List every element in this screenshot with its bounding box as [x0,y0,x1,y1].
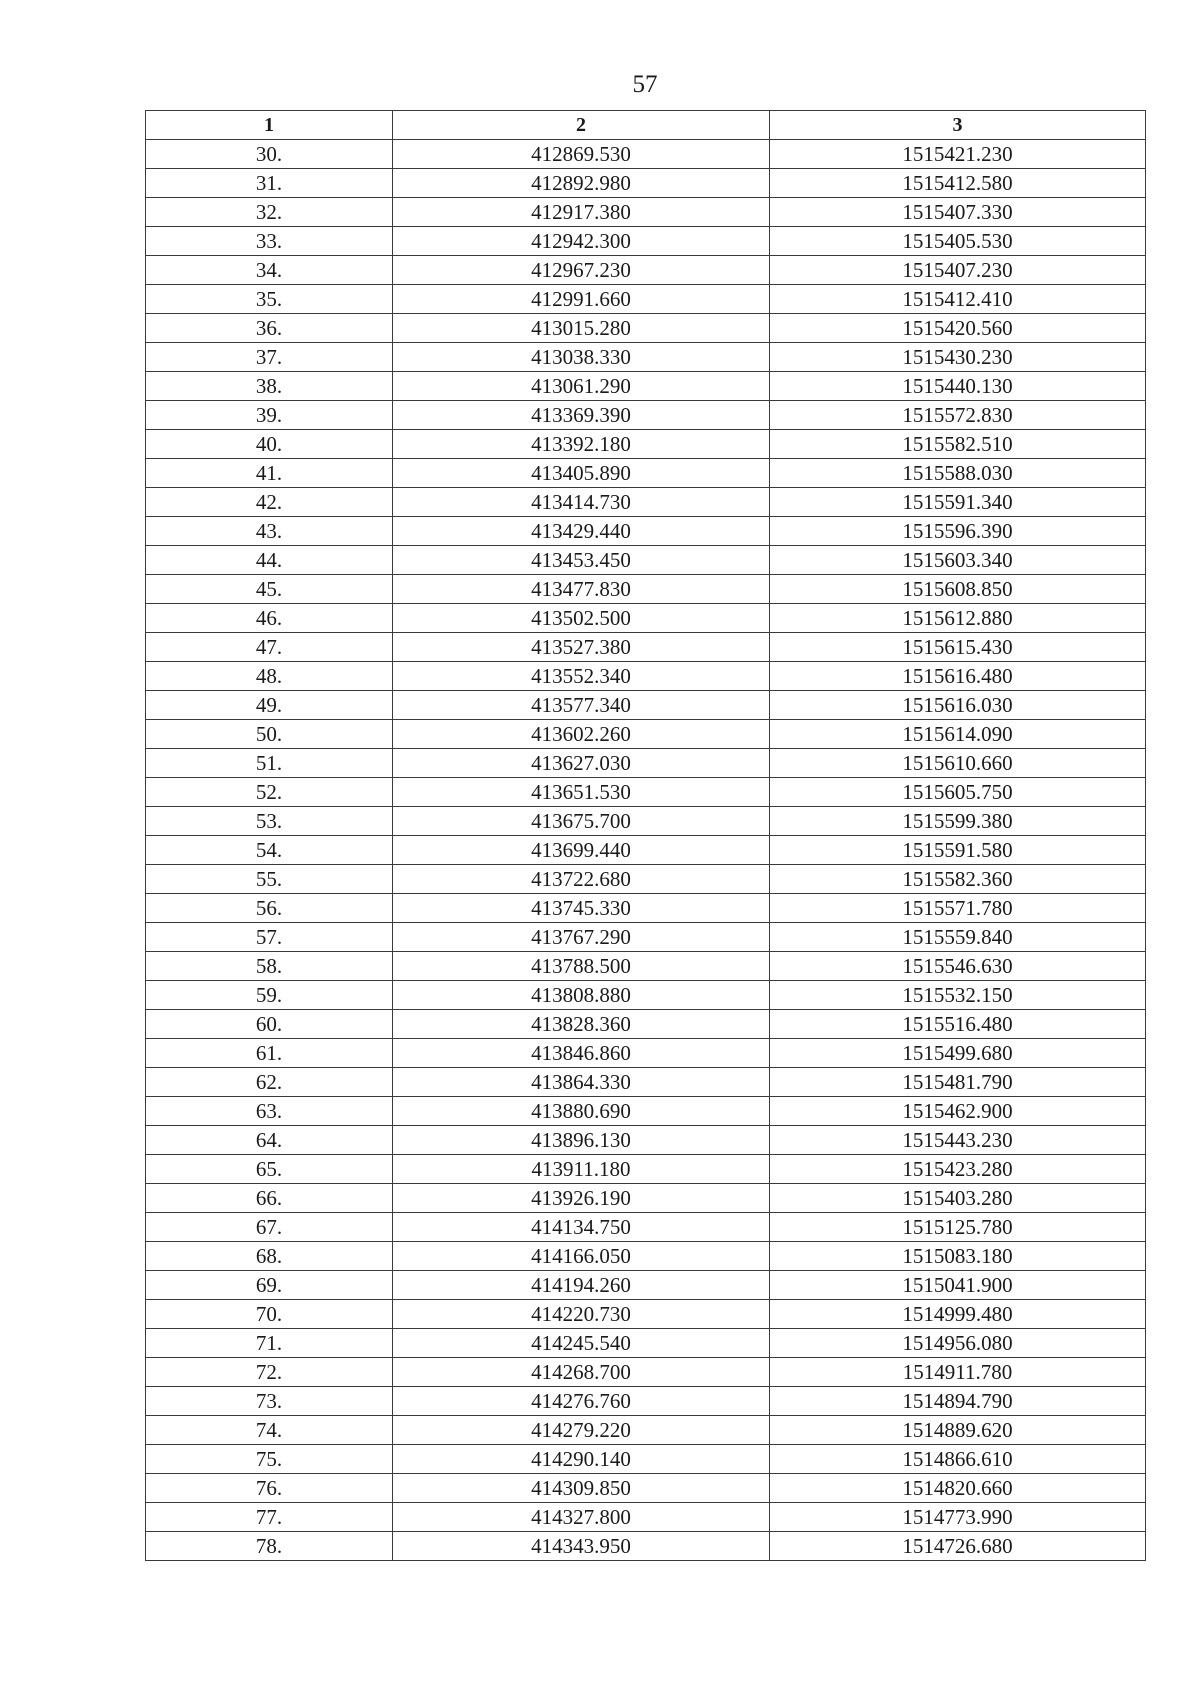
coordinate-x-cell: 412892.980 [393,169,770,198]
coordinate-x-cell: 414343.950 [393,1532,770,1561]
coordinate-x-cell: 412869.530 [393,140,770,169]
coordinate-x-cell: 412991.660 [393,285,770,314]
coordinate-y-cell: 1515462.900 [770,1097,1146,1126]
coordinate-y-cell: 1515423.280 [770,1155,1146,1184]
table-row [146,604,1146,633]
coordinate-x-cell: 413846.860 [393,1039,770,1068]
coordinate-y-cell: 1515421.230 [770,140,1146,169]
point-number-cell: 70. [146,1300,393,1329]
coordinate-x-cell: 414220.730 [393,1300,770,1329]
coordinate-y-cell: 1515430.230 [770,343,1146,372]
table-row [146,1329,1146,1358]
coordinate-y-cell: 1515559.840 [770,923,1146,952]
coordinate-y-cell: 1515546.630 [770,952,1146,981]
coordinate-x-cell: 413675.700 [393,807,770,836]
coordinate-y-cell: 1514773.990 [770,1503,1146,1532]
table-row [146,1416,1146,1445]
coordinate-x-cell: 413828.360 [393,1010,770,1039]
point-number-cell: 39. [146,401,393,430]
table-row [146,227,1146,256]
table-row [146,459,1146,488]
point-number-cell: 69. [146,1271,393,1300]
table-row [146,198,1146,227]
table-row [146,372,1146,401]
coordinate-y-cell: 1515407.230 [770,256,1146,285]
table-row [146,140,1146,169]
point-number-cell: 41. [146,459,393,488]
table-row [146,1184,1146,1213]
coordinate-x-cell: 413602.260 [393,720,770,749]
coordinate-y-cell: 1514889.620 [770,1416,1146,1445]
point-number-cell: 47. [146,633,393,662]
coordinate-x-cell: 413788.500 [393,952,770,981]
coordinate-x-cell: 414309.850 [393,1474,770,1503]
coordinate-x-cell: 414290.140 [393,1445,770,1474]
coordinate-x-cell: 413552.340 [393,662,770,691]
table-row [146,633,1146,662]
coordinate-x-cell: 414279.220 [393,1416,770,1445]
point-number-cell: 40. [146,430,393,459]
table-row [146,1010,1146,1039]
table-row [146,285,1146,314]
table-row [146,1300,1146,1329]
point-number-cell: 52. [146,778,393,807]
coordinate-x-cell: 412942.300 [393,227,770,256]
coordinate-x-cell: 413651.530 [393,778,770,807]
coordinate-x-cell: 413864.330 [393,1068,770,1097]
coordinate-x-cell: 413502.500 [393,604,770,633]
point-number-cell: 71. [146,1329,393,1358]
coordinate-y-cell: 1515615.430 [770,633,1146,662]
table-row [146,778,1146,807]
coordinate-y-cell: 1515405.530 [770,227,1146,256]
coordinate-y-cell: 1514726.680 [770,1532,1146,1561]
coordinate-x-cell: 413808.880 [393,981,770,1010]
point-number-cell: 36. [146,314,393,343]
coordinate-y-cell: 1515532.150 [770,981,1146,1010]
coordinate-x-cell: 413577.340 [393,691,770,720]
table-row [146,1126,1146,1155]
coordinate-y-cell: 1514820.660 [770,1474,1146,1503]
table-row [146,894,1146,923]
coordinate-y-cell: 1515616.480 [770,662,1146,691]
point-number-cell: 57. [146,923,393,952]
coordinate-y-cell: 1515599.380 [770,807,1146,836]
point-number-cell: 76. [146,1474,393,1503]
point-number-cell: 34. [146,256,393,285]
point-number-cell: 54. [146,836,393,865]
table-row [146,836,1146,865]
point-number-cell: 72. [146,1358,393,1387]
coordinate-y-cell: 1515588.030 [770,459,1146,488]
table-row [146,575,1146,604]
coordinate-x-cell: 413699.440 [393,836,770,865]
point-number-cell: 67. [146,1213,393,1242]
point-number-cell: 44. [146,546,393,575]
table-row [146,343,1146,372]
coordinate-y-cell: 1515516.480 [770,1010,1146,1039]
table-row [146,169,1146,198]
table-row [146,720,1146,749]
point-number-cell: 35. [146,285,393,314]
point-number-cell: 49. [146,691,393,720]
coordinate-x-cell: 413477.830 [393,575,770,604]
coordinate-y-cell: 1515582.510 [770,430,1146,459]
coordinate-x-cell: 414166.050 [393,1242,770,1271]
coordinate-x-cell: 413911.180 [393,1155,770,1184]
coordinate-x-cell: 413722.680 [393,865,770,894]
point-number-cell: 46. [146,604,393,633]
coordinate-x-cell: 413015.280 [393,314,770,343]
coordinate-y-cell: 1515041.900 [770,1271,1146,1300]
table-row [146,1358,1146,1387]
coordinate-x-cell: 413061.290 [393,372,770,401]
point-number-cell: 50. [146,720,393,749]
point-number-cell: 43. [146,517,393,546]
table-row [146,517,1146,546]
point-number-cell: 64. [146,1126,393,1155]
table-row [146,1474,1146,1503]
table-row [146,314,1146,343]
table-row [146,865,1146,894]
column-header-3: 3 [770,111,1146,140]
coordinate-x-cell: 413405.890 [393,459,770,488]
table-row [146,662,1146,691]
point-number-cell: 32. [146,198,393,227]
coordinate-y-cell: 1515083.180 [770,1242,1146,1271]
coordinate-x-cell: 414194.260 [393,1271,770,1300]
coordinate-x-cell: 413745.330 [393,894,770,923]
coordinate-y-cell: 1515571.780 [770,894,1146,923]
coordinate-x-cell: 412917.380 [393,198,770,227]
point-number-cell: 37. [146,343,393,372]
point-number-cell: 74. [146,1416,393,1445]
coordinate-x-cell: 413527.380 [393,633,770,662]
coordinate-x-cell: 414276.760 [393,1387,770,1416]
coordinate-y-cell: 1515610.660 [770,749,1146,778]
table-row [146,923,1146,952]
point-number-cell: 51. [146,749,393,778]
coordinate-y-cell: 1515582.360 [770,865,1146,894]
coordinate-x-cell: 413392.180 [393,430,770,459]
column-header-1: 1 [146,111,393,140]
coordinate-x-cell: 413627.030 [393,749,770,778]
point-number-cell: 33. [146,227,393,256]
coordinate-x-cell: 412967.230 [393,256,770,285]
coordinate-y-cell: 1515407.330 [770,198,1146,227]
coordinate-x-cell: 413453.450 [393,546,770,575]
point-number-cell: 73. [146,1387,393,1416]
table-row [146,1503,1146,1532]
table-row [146,1155,1146,1184]
coordinate-y-cell: 1514866.610 [770,1445,1146,1474]
point-number-cell: 62. [146,1068,393,1097]
point-number-cell: 66. [146,1184,393,1213]
coordinate-y-cell: 1515596.390 [770,517,1146,546]
coordinate-x-cell: 413767.290 [393,923,770,952]
point-number-cell: 77. [146,1503,393,1532]
coordinate-y-cell: 1515440.130 [770,372,1146,401]
coordinate-y-cell: 1514999.480 [770,1300,1146,1329]
table-row [146,749,1146,778]
coordinate-y-cell: 1515412.580 [770,169,1146,198]
coordinate-x-cell: 413880.690 [393,1097,770,1126]
point-number-cell: 63. [146,1097,393,1126]
coordinate-y-cell: 1515614.090 [770,720,1146,749]
table-header-row [146,111,1146,140]
table-row [146,546,1146,575]
table-body [146,140,1146,1561]
coordinate-y-cell: 1515481.790 [770,1068,1146,1097]
coordinate-x-cell: 413926.190 [393,1184,770,1213]
coordinate-x-cell: 413414.730 [393,488,770,517]
page-number: 57 [632,71,658,98]
coordinate-y-cell: 1515443.230 [770,1126,1146,1155]
point-number-cell: 75. [146,1445,393,1474]
point-number-cell: 59. [146,981,393,1010]
coordinate-x-cell: 414268.700 [393,1358,770,1387]
table-row [146,401,1146,430]
coordinate-y-cell: 1515591.340 [770,488,1146,517]
table-row [146,1039,1146,1068]
table-row [146,691,1146,720]
coordinate-y-cell: 1515420.560 [770,314,1146,343]
coordinate-x-cell: 414327.800 [393,1503,770,1532]
coordinate-y-cell: 1515499.680 [770,1039,1146,1068]
coordinate-y-cell: 1515125.780 [770,1213,1146,1242]
table-row [146,981,1146,1010]
point-number-cell: 31. [146,169,393,198]
table-row [146,1242,1146,1271]
point-number-cell: 68. [146,1242,393,1271]
point-number-cell: 58. [146,952,393,981]
coordinates-table [145,110,1146,1561]
coordinate-y-cell: 1515403.280 [770,1184,1146,1213]
coordinate-x-cell: 413369.390 [393,401,770,430]
table-row [146,1068,1146,1097]
table-row [146,1271,1146,1300]
column-header-2: 2 [393,111,770,140]
coordinate-x-cell: 413038.330 [393,343,770,372]
coordinate-y-cell: 1514894.790 [770,1387,1146,1416]
table-row [146,1532,1146,1561]
coordinate-y-cell: 1515605.750 [770,778,1146,807]
table-row [146,952,1146,981]
coordinate-y-cell: 1514956.080 [770,1329,1146,1358]
coordinate-x-cell: 414245.540 [393,1329,770,1358]
coordinate-y-cell: 1515591.580 [770,836,1146,865]
point-number-cell: 56. [146,894,393,923]
point-number-cell: 42. [146,488,393,517]
table-row [146,1445,1146,1474]
point-number-cell: 53. [146,807,393,836]
point-number-cell: 61. [146,1039,393,1068]
coordinate-y-cell: 1515603.340 [770,546,1146,575]
coordinate-y-cell: 1515612.880 [770,604,1146,633]
table-row [146,807,1146,836]
point-number-cell: 65. [146,1155,393,1184]
table-row [146,488,1146,517]
coordinate-x-cell: 414134.750 [393,1213,770,1242]
table-row [146,256,1146,285]
coordinate-y-cell: 1515572.830 [770,401,1146,430]
table-row [146,430,1146,459]
point-number-cell: 30. [146,140,393,169]
point-number-cell: 45. [146,575,393,604]
coordinate-x-cell: 413896.130 [393,1126,770,1155]
coordinate-y-cell: 1515412.410 [770,285,1146,314]
table-row [146,1213,1146,1242]
point-number-cell: 38. [146,372,393,401]
table-row [146,1387,1146,1416]
coordinate-y-cell: 1514911.780 [770,1358,1146,1387]
point-number-cell: 48. [146,662,393,691]
point-number-cell: 60. [146,1010,393,1039]
coordinate-y-cell: 1515608.850 [770,575,1146,604]
coordinate-x-cell: 413429.440 [393,517,770,546]
table-row [146,1097,1146,1126]
point-number-cell: 55. [146,865,393,894]
point-number-cell: 78. [146,1532,393,1561]
coordinate-y-cell: 1515616.030 [770,691,1146,720]
